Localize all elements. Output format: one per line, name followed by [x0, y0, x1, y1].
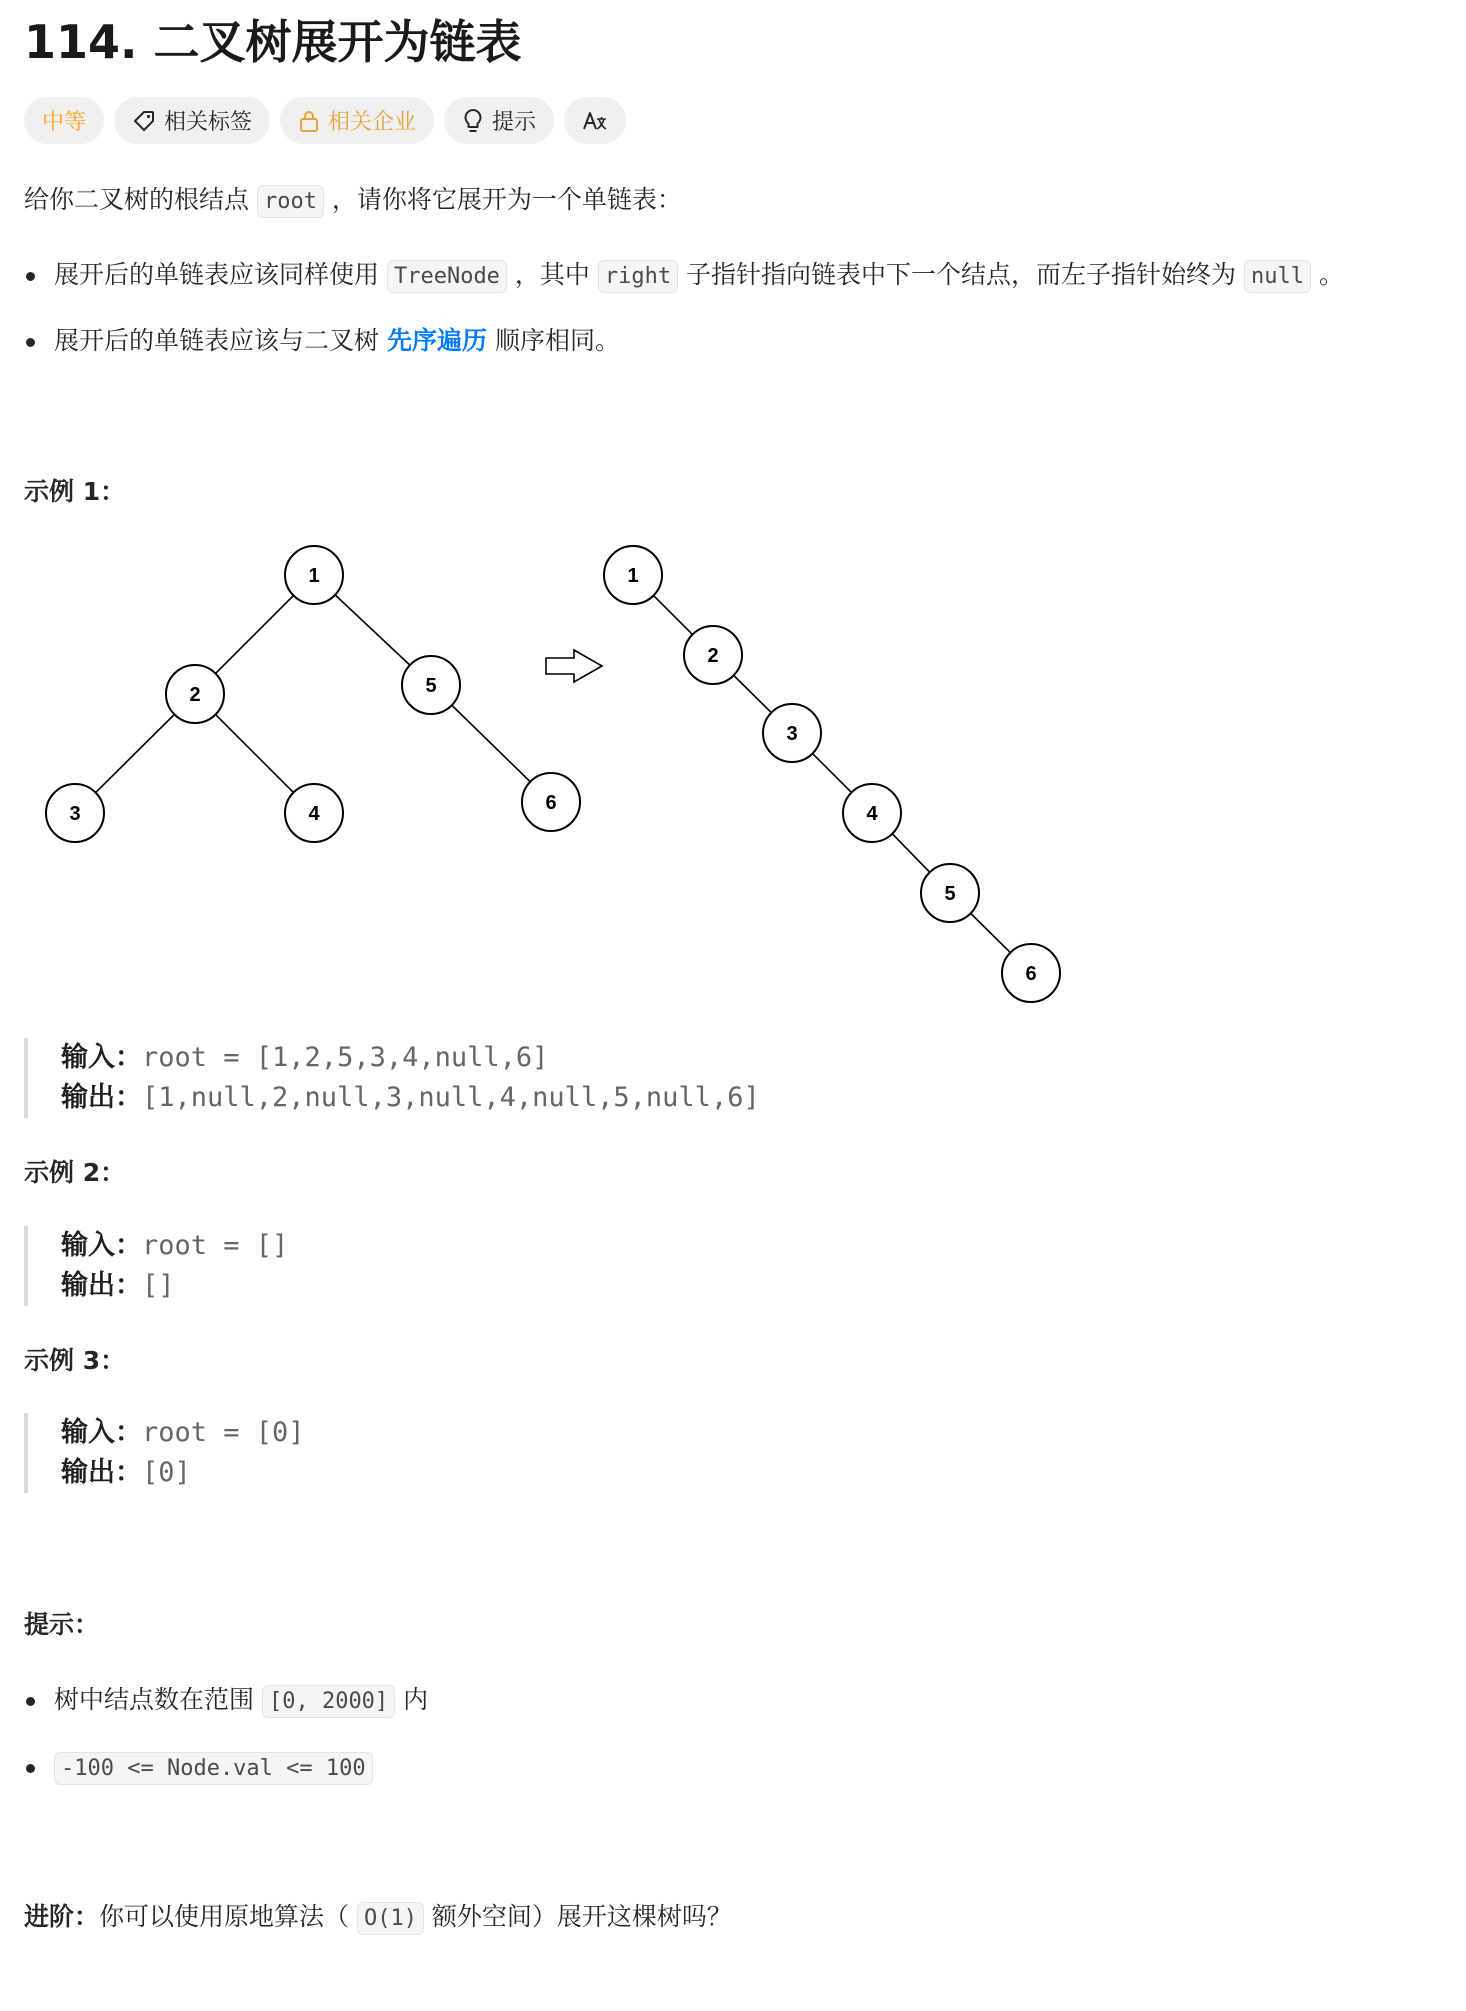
code-node-val: -100 <= Node.val <= 100: [54, 1752, 373, 1785]
example3-block: [24, 1413, 305, 1493]
input-label: 输入：: [61, 1417, 142, 1448]
example1-diagram: [20, 530, 1080, 1010]
lock-icon: [298, 109, 320, 133]
constraint1-text-b: 内: [403, 1685, 429, 1714]
list-node-label: 6: [1025, 963, 1037, 985]
example1-block: [24, 1038, 760, 1118]
hint-button[interactable]: [444, 97, 554, 144]
tree-node-label: 6: [545, 792, 557, 814]
output-value: [1,null,2,null,3,null,4,null,5,null,6]: [142, 1082, 760, 1113]
followup-text-a: 你可以使用原地算法（: [99, 1902, 350, 1931]
input-value: root = []: [142, 1230, 289, 1261]
list-node-label: 4: [866, 803, 878, 825]
problem-title: 114. 二叉树展开为链表: [24, 15, 522, 69]
bullet1-text-a: 展开后的单链表应该同样使用: [54, 260, 380, 289]
output-label: 输出：: [61, 1082, 142, 1113]
related-companies-label: 相关企业: [328, 110, 417, 135]
translate-button[interactable]: [564, 97, 626, 144]
tag-icon: [132, 109, 156, 133]
input-value: root = [1,2,5,3,4,null,6]: [142, 1042, 549, 1073]
related-tags-label: 相关标签: [164, 110, 253, 135]
example1-title: 示例 1：: [24, 477, 126, 506]
intro-text: 给你二叉树的根结点: [24, 185, 250, 214]
hint-label: 提示: [492, 110, 537, 135]
list-item: [24, 258, 1344, 294]
example2-title: 示例 2：: [24, 1158, 126, 1187]
constraint1-text-a: 树中结点数在范围: [54, 1685, 255, 1714]
output-label: 输出：: [61, 1457, 142, 1488]
list-node-label: 2: [707, 645, 719, 667]
output-value: []: [142, 1270, 175, 1301]
tag-bar: [24, 97, 626, 144]
output-value: [0]: [142, 1457, 191, 1488]
constraints-title: 提示：: [24, 1610, 100, 1639]
preorder-traversal-link[interactable]: 先序遍历: [386, 326, 487, 355]
code-right: right: [598, 260, 678, 293]
tree-node-label: 2: [189, 684, 201, 706]
bullet2-text-b: 顺序相同。: [494, 326, 620, 355]
code-treenode: TreeNode: [387, 260, 507, 293]
input-value: root = [0]: [142, 1417, 305, 1448]
code-complexity: O(1): [357, 1902, 424, 1935]
bullet2-text-a: 展开后的单链表应该与二叉树: [54, 326, 380, 355]
followup-label: 进阶：: [24, 1902, 100, 1931]
input-label: 输入：: [61, 1230, 142, 1261]
example3-title: 示例 3：: [24, 1346, 126, 1375]
tree-node-label: 4: [308, 803, 320, 825]
bullet1-text-b: ，其中: [514, 260, 590, 289]
followup-text-b: 额外空间）展开这棵树吗？: [431, 1902, 732, 1931]
intro-suffix: ，请你将它展开为一个单链表：: [331, 185, 682, 214]
related-tags-button[interactable]: [114, 97, 270, 144]
tree-node-label: 5: [425, 675, 437, 697]
tree-node-label: 1: [308, 565, 320, 587]
output-label: 输出：: [61, 1270, 142, 1301]
code-null: null: [1244, 260, 1311, 293]
code-root: root: [257, 185, 324, 218]
example2-block: [24, 1226, 288, 1306]
code-range: [0, 2000]: [262, 1685, 395, 1718]
bullet1-text-c: 子指针指向链表中下一个结点，而左子指针始终为: [686, 260, 1237, 289]
list-node-label: 5: [944, 883, 956, 905]
difficulty-badge[interactable]: 中等: [24, 97, 104, 144]
bullet1-text-d: 。: [1318, 260, 1344, 289]
list-item: [24, 1683, 428, 1719]
followup: [24, 1900, 732, 1936]
list-item: [24, 324, 620, 358]
list-node-label: 1: [627, 565, 639, 587]
lightbulb-icon: [462, 108, 484, 134]
list-node-label: 3: [786, 723, 798, 745]
related-companies-button[interactable]: [280, 97, 434, 144]
tree-node-label: 3: [69, 803, 81, 825]
list-item: [24, 1750, 373, 1786]
translate-icon: [582, 109, 608, 133]
input-label: 输入：: [61, 1042, 142, 1073]
problem-intro: [24, 183, 682, 219]
